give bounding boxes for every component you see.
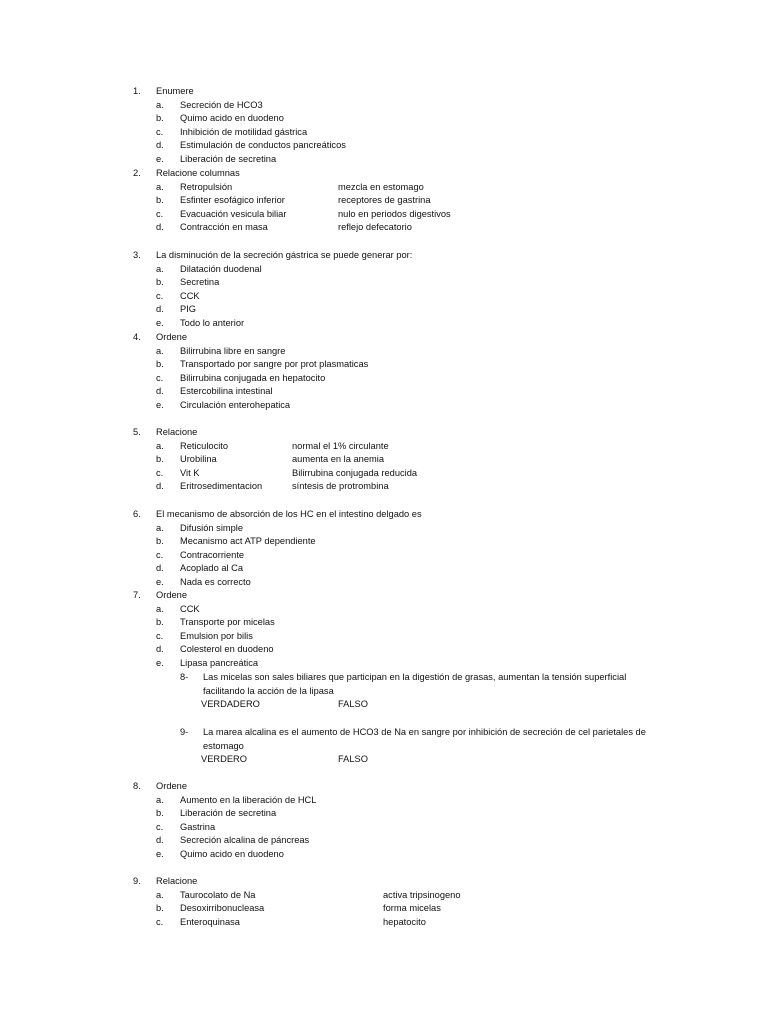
option-letter: c. xyxy=(156,467,164,478)
option-letter: d. xyxy=(156,835,164,846)
true-option[interactable]: VERDADERO xyxy=(201,699,260,709)
option-letter: b. xyxy=(156,617,164,628)
option-text: Urobilina xyxy=(180,454,217,465)
option-letter: a. xyxy=(156,794,164,805)
match-text: forma micelas xyxy=(383,903,441,914)
option-text: Mecanismo act ATP dependiente xyxy=(180,536,316,547)
question-number: 1. xyxy=(133,86,141,96)
option-text: Transporte por micelas xyxy=(180,617,275,628)
option-letter: c. xyxy=(156,372,164,383)
match-text: hepatocito xyxy=(383,916,426,927)
match-text: reflejo defecatorio xyxy=(338,222,412,233)
option-text: Transportado por sangre por prot plasmaticas xyxy=(180,359,369,370)
question-number: 7. xyxy=(133,590,141,600)
question-6 xyxy=(0,508,768,590)
option-letter: e. xyxy=(156,317,164,328)
option-letter: c. xyxy=(156,126,164,137)
option-letter: c. xyxy=(156,916,164,927)
question-text: Ordene xyxy=(156,781,188,791)
option-letter: e. xyxy=(156,848,164,859)
option-text: Secretina xyxy=(180,277,220,288)
question-4 xyxy=(0,331,768,413)
match-text: Bilirrubina conjugada reducida xyxy=(292,467,418,478)
question-text: Ordene xyxy=(156,590,188,600)
option-text: Acoplado al Ca xyxy=(180,563,244,574)
option-text: Quimo acido en duodeno xyxy=(180,113,284,124)
statement-number: 8- xyxy=(180,672,189,682)
option-text: Emulsion por bilis xyxy=(180,630,253,641)
option-text: Bilirrubina libre en sangre xyxy=(180,345,286,356)
question-5 xyxy=(0,426,768,494)
option-letter: a. xyxy=(156,99,164,110)
question-number: 9. xyxy=(133,876,141,886)
question-8 xyxy=(0,780,768,862)
question-text: Relacione columnas xyxy=(156,168,240,178)
option-text: Liberación de secretina xyxy=(180,808,277,819)
option-letter: e. xyxy=(156,399,164,410)
option-letter: b. xyxy=(156,277,164,288)
option-text: PIG xyxy=(180,304,197,315)
question-2 xyxy=(0,167,768,235)
option-letter: d. xyxy=(156,222,164,233)
option-text: Estimulación de conductos pancreáticos xyxy=(180,140,346,151)
true-option[interactable]: VERDERO xyxy=(201,754,247,764)
match-text: normal el 1% circulante xyxy=(292,440,389,451)
match-text: mezcla en estomago xyxy=(338,181,424,192)
option-text: Aumento en la liberación de HCL xyxy=(180,794,317,805)
option-letter: b. xyxy=(156,113,164,124)
option-text: Desoxirribonucleasa xyxy=(180,903,265,914)
question-text: La disminución de la secreción gástrica se puede generar por: xyxy=(156,250,413,260)
option-text: Inhibición de motilidad gástrica xyxy=(180,126,308,137)
option-letter: d. xyxy=(156,140,164,151)
option-letter: c. xyxy=(156,208,164,219)
match-text: nulo en periodos digestivos xyxy=(338,208,451,219)
option-letter: c. xyxy=(156,290,164,301)
option-letter: d. xyxy=(156,644,164,655)
question-number: 8. xyxy=(133,781,141,791)
option-text: Colesterol en duodeno xyxy=(180,644,274,655)
option-letter: d. xyxy=(156,563,164,574)
question-number: 2. xyxy=(133,168,141,178)
option-letter: a. xyxy=(156,603,164,614)
match-text: aumenta en la anemia xyxy=(292,454,384,465)
option-text: Quimo acido en duodeno xyxy=(180,848,284,859)
option-letter: a. xyxy=(156,181,164,192)
option-text: Estercobilina intestinal xyxy=(180,386,273,397)
option-text: Lipasa pancreática xyxy=(180,657,259,668)
false-option[interactable]: FALSO xyxy=(338,754,368,764)
option-letter: b. xyxy=(156,536,164,547)
match-text: receptores de gastrina xyxy=(338,195,431,206)
question-number: 3. xyxy=(133,250,141,260)
question-text: Relacione xyxy=(156,427,198,437)
option-text: CCK xyxy=(180,290,200,301)
option-text: Evacuación vesicula biliar xyxy=(180,208,287,219)
question-text: Relacione xyxy=(156,876,198,886)
option-letter: c. xyxy=(156,549,164,560)
false-option[interactable]: FALSO xyxy=(338,699,368,709)
statement-text: La marea alcalina es el aumento de HCO3 de Na en sangre por inhibición de secreción de cel parietales de estomago xyxy=(203,727,646,751)
option-text: Todo lo anterior xyxy=(180,317,245,328)
option-text: Vit K xyxy=(180,467,200,478)
match-text: síntesis de protrombina xyxy=(292,481,389,492)
option-letter: c. xyxy=(156,630,164,641)
option-text: Esfinter esofágico inferior xyxy=(180,195,285,206)
option-letter: a. xyxy=(156,263,164,274)
option-text: Liberación de secretina xyxy=(180,153,277,164)
option-text: Retropulsión xyxy=(180,181,233,192)
option-text: Gastrina xyxy=(180,821,216,832)
option-text: Secreción alcalina de páncreas xyxy=(180,835,310,846)
option-letter: e. xyxy=(156,657,164,668)
statement-text: Las micelas son sales biliares que participan en la digestión de grasas, aumentan la tensión superficial facilitando la acción de la lipasa xyxy=(203,672,627,696)
option-text: Enteroquinasa xyxy=(180,916,240,927)
option-letter: e. xyxy=(156,153,164,164)
question-number: 5. xyxy=(133,427,141,437)
option-letter: a. xyxy=(156,440,164,451)
option-text: Bilirrubina conjugada en hepatocito xyxy=(180,372,326,383)
option-letter: b. xyxy=(156,808,164,819)
option-text: Circulación enterohepatica xyxy=(180,399,291,410)
option-text: Contracorriente xyxy=(180,549,245,560)
option-letter: b. xyxy=(156,359,164,370)
question-1 xyxy=(0,85,768,167)
option-text: Taurocolato de Na xyxy=(180,889,256,900)
question-number: 6. xyxy=(133,509,141,519)
option-text: Dilatación duodenal xyxy=(180,263,262,274)
question-number: 4. xyxy=(133,332,141,342)
question-text: Enumere xyxy=(156,86,194,96)
question-text: El mecanismo de absorción de los HC en el intestino delgado es xyxy=(156,509,422,519)
option-letter: a. xyxy=(156,345,164,356)
option-text: Eritrosedimentacion xyxy=(180,481,263,492)
option-letter: d. xyxy=(156,304,164,315)
option-letter: a. xyxy=(156,889,164,900)
option-text: Nada es correcto xyxy=(180,576,251,587)
option-letter: b. xyxy=(156,195,164,206)
option-letter: d. xyxy=(156,386,164,397)
option-letter: b. xyxy=(156,903,164,914)
match-text: activa tripsinogeno xyxy=(383,889,461,900)
statement-number: 9- xyxy=(180,727,189,737)
option-text: Reticulocito xyxy=(180,440,229,451)
option-letter: d. xyxy=(156,481,164,492)
option-text: Secreción de HCO3 xyxy=(180,99,263,110)
option-text: Difusión simple xyxy=(180,522,244,533)
question-text: Ordene xyxy=(156,332,188,342)
question-7 xyxy=(0,589,768,671)
question-9 xyxy=(0,875,768,929)
option-letter: b. xyxy=(156,454,164,465)
option-text: CCK xyxy=(180,603,200,614)
option-letter: e. xyxy=(156,576,164,587)
option-letter: a. xyxy=(156,522,164,533)
option-letter: c. xyxy=(156,821,164,832)
option-text: Contracción en masa xyxy=(180,222,268,233)
question-3 xyxy=(0,249,768,331)
